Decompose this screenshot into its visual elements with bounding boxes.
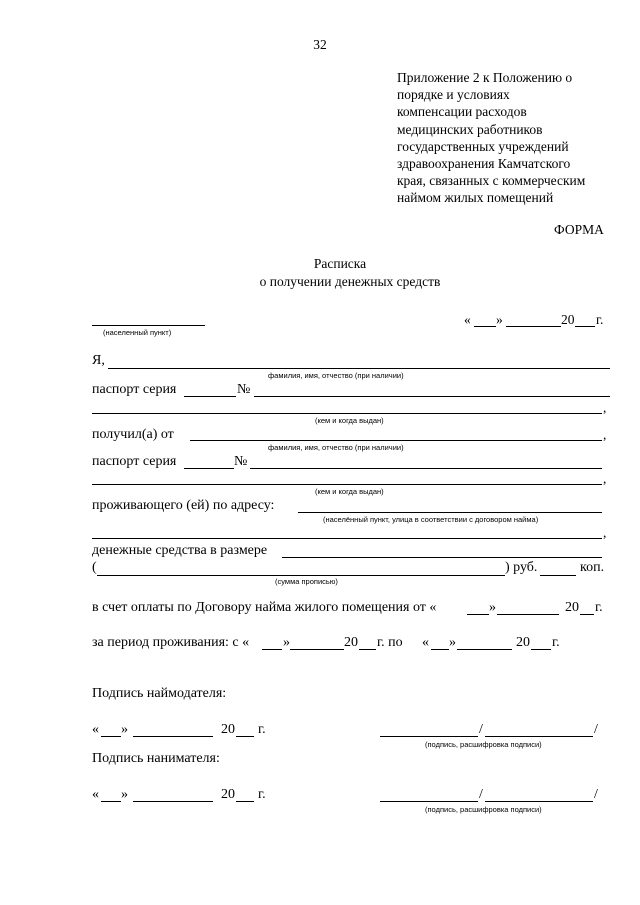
contract-close: » <box>489 600 496 615</box>
appendix-line: Приложение 2 к Положению о <box>397 70 573 85</box>
period-start-year-blank[interactable] <box>359 649 376 650</box>
appendix-reference <box>397 69 617 207</box>
landlord-day-blank[interactable] <box>101 736 121 737</box>
amount-words-blank[interactable] <box>97 575 505 576</box>
contract-year-blank[interactable] <box>580 614 594 615</box>
period-suffix: г. <box>552 635 560 650</box>
sig-close: » <box>121 787 128 802</box>
tenant-year-blank[interactable] <box>236 801 254 802</box>
comma: , <box>603 427 607 442</box>
number-sign: № <box>237 382 251 397</box>
address-hint: (населённый пункт, улица в соответствии с договором найма) <box>323 515 539 524</box>
contract-suffix: г. <box>595 600 603 615</box>
address-blank-2[interactable] <box>92 538 602 539</box>
period-open2: « <box>422 635 429 650</box>
document-subtitle: о получении денежных средств <box>259 274 441 289</box>
period-text: за период проживания: с « <box>92 635 250 650</box>
issued-by-blank[interactable] <box>92 484 602 485</box>
document-title: Расписка <box>313 256 367 271</box>
passport-series-label: паспорт серия <box>92 454 177 469</box>
fio-hint: фамилия, имя, отчество (при наличии) <box>268 443 404 452</box>
issued-by-hint: (кем и когда выдан) <box>315 416 384 425</box>
amount-label: денежные средства в размере <box>92 543 268 558</box>
sig-year: 20 <box>221 787 235 802</box>
landlord-label: Подпись наймодателя: <box>92 686 227 701</box>
tenant-day-blank[interactable] <box>101 801 121 802</box>
appendix-line: медицинских работников <box>397 121 543 137</box>
landlord-signature-blank[interactable] <box>380 736 478 737</box>
appendix-line: компенсации расходов <box>397 104 527 120</box>
contract-month-blank[interactable] <box>497 614 559 615</box>
tenant-signature-blank[interactable] <box>380 801 478 802</box>
kop-blank[interactable] <box>540 575 576 576</box>
payer-fio-blank[interactable] <box>190 440 602 441</box>
rub-label: ) руб. <box>505 560 538 575</box>
month-blank[interactable] <box>506 326 561 327</box>
sig-slash: / <box>594 722 598 737</box>
signature-hint: (подпись, расшифровка подписи) <box>425 740 542 749</box>
issued-by-blank[interactable] <box>92 413 602 414</box>
passport-series-blank[interactable] <box>184 468 234 469</box>
passport-number-blank[interactable] <box>254 396 610 397</box>
comma: , <box>603 525 607 540</box>
sig-suffix: г. <box>258 787 266 802</box>
sig-slash: / <box>594 787 598 802</box>
period-year: 20 <box>344 635 358 650</box>
kop-label: коп. <box>580 560 605 575</box>
appendix-line: порядке и условиях <box>397 87 510 103</box>
issued-by-hint: (кем и когда выдан) <box>315 487 384 496</box>
sig-slash: / <box>479 787 483 802</box>
form-label: ФОРМА <box>554 222 604 237</box>
landlord-month-blank[interactable] <box>133 736 213 737</box>
date-close: » <box>496 312 503 327</box>
period-start-month-blank[interactable] <box>290 649 344 650</box>
sig-open: « <box>92 722 99 737</box>
contract-year: 20 <box>565 600 579 615</box>
ya-label: Я, <box>92 353 105 368</box>
period-by: г. по <box>377 635 403 650</box>
place-blank[interactable] <box>92 325 205 326</box>
landlord-name-blank[interactable] <box>485 736 593 737</box>
tenant-name-blank[interactable] <box>485 801 593 802</box>
sig-open: « <box>92 787 99 802</box>
appendix-line: наймом жилых помещений <box>397 190 554 206</box>
date-open: « <box>464 312 471 327</box>
year-suffix: г. <box>596 312 604 327</box>
period-year2: 20 <box>516 635 530 650</box>
residing-at-label: проживающего (ей) по адресу: <box>92 498 275 513</box>
period-close2: » <box>449 635 456 650</box>
fio-blank[interactable] <box>108 368 610 369</box>
period-end-day-blank[interactable] <box>431 649 449 650</box>
address-blank[interactable] <box>298 512 602 513</box>
place-hint: (населенный пункт) <box>103 328 172 337</box>
appendix-line: здравоохранения Камчатского <box>397 156 571 172</box>
period-start-day-blank[interactable] <box>262 649 282 650</box>
passport-series-label: паспорт серия <box>92 382 177 397</box>
sig-suffix: г. <box>258 722 266 737</box>
sig-year: 20 <box>221 722 235 737</box>
received-from-label: получил(а) от <box>92 427 174 442</box>
number-sign: № <box>234 454 248 469</box>
passport-series-blank[interactable] <box>184 396 236 397</box>
sig-close: » <box>121 722 128 737</box>
amount-words-hint: (сумма прописью) <box>275 577 338 586</box>
year-blank[interactable] <box>575 326 595 327</box>
period-end-month-blank[interactable] <box>457 649 512 650</box>
paren-open: ( <box>92 560 97 575</box>
tenant-label: Подпись нанимателя: <box>92 751 220 766</box>
year-prefix: 20 <box>561 312 575 327</box>
comma: , <box>603 471 607 486</box>
day-blank[interactable] <box>474 326 496 327</box>
landlord-year-blank[interactable] <box>236 736 254 737</box>
contract-text: в счет оплаты по Договору найма жилого помещения от « <box>92 600 437 615</box>
appendix-line: государственных учреждений <box>397 138 569 154</box>
sig-slash: / <box>479 722 483 737</box>
period-close: » <box>283 635 290 650</box>
comma: , <box>603 400 607 415</box>
amount-blank[interactable] <box>282 557 602 558</box>
signature-hint: (подпись, расшифровка подписи) <box>425 805 542 814</box>
appendix-line: края, связанных с коммерческим <box>397 173 586 189</box>
passport-number-blank[interactable] <box>250 468 602 469</box>
fio-hint: фамилия, имя, отчество (при наличии) <box>268 371 404 380</box>
tenant-month-blank[interactable] <box>133 801 213 802</box>
period-end-year-blank[interactable] <box>531 649 551 650</box>
contract-day-blank[interactable] <box>467 614 489 615</box>
page-number: 32 <box>313 37 327 52</box>
